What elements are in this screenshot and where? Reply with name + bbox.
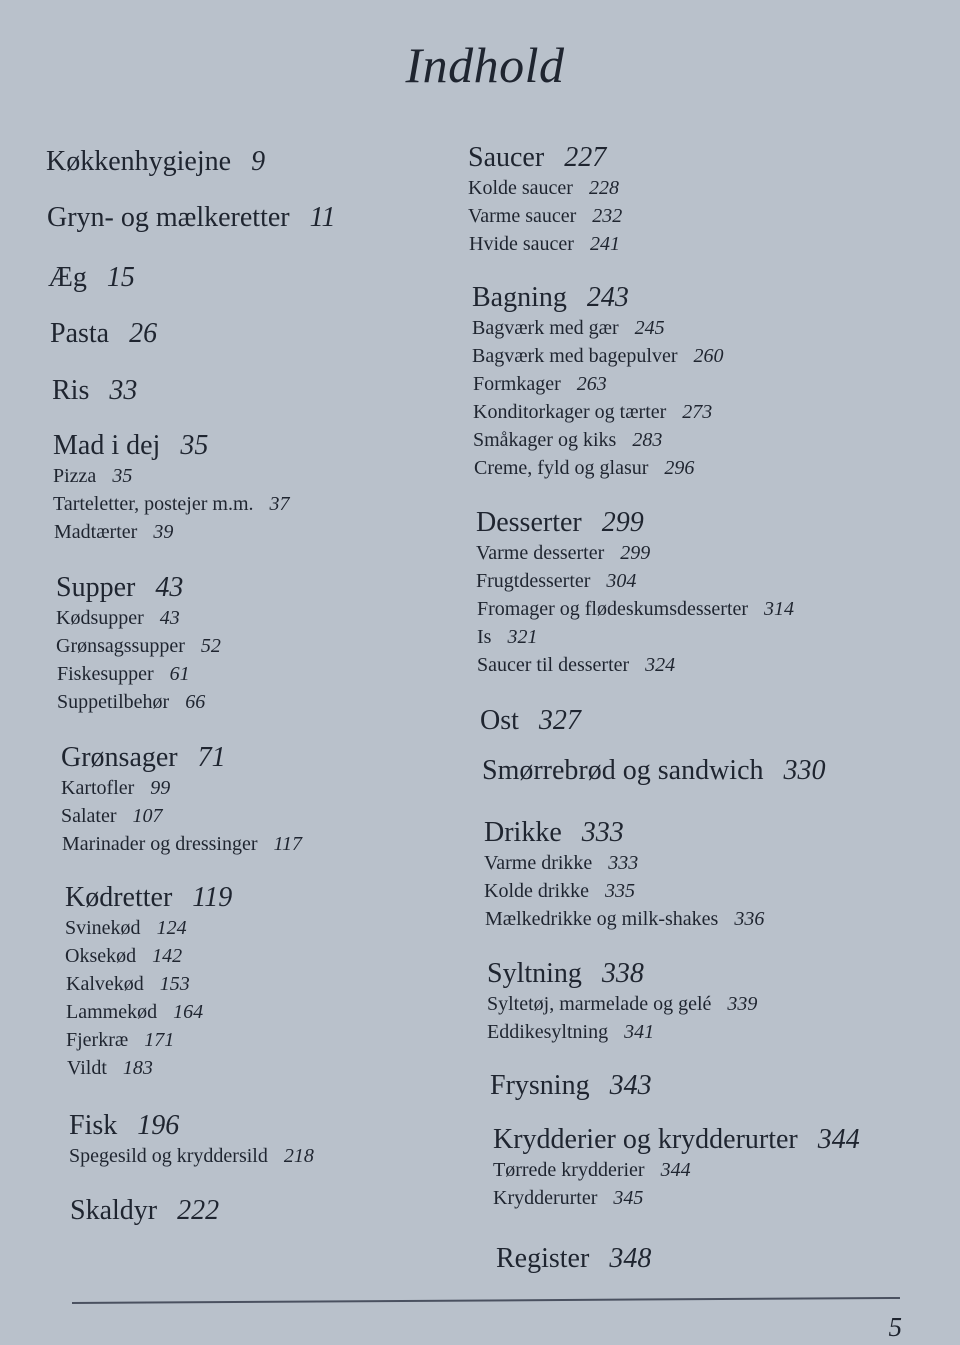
toc-chapter[interactable]: [48, 262, 135, 294]
subentry-label: Eddikesyltning: [487, 1021, 609, 1043]
toc-subentry[interactable]: [53, 490, 290, 518]
toc-chapter[interactable]: [69, 1110, 314, 1142]
toc-chapter[interactable]: [52, 375, 137, 407]
subentry-label: Oksekød: [65, 945, 137, 967]
subentry-label: Salater: [61, 805, 117, 827]
chapter-page: 9: [251, 146, 266, 177]
toc-section: [53, 430, 290, 546]
toc-section: [69, 1110, 314, 1170]
toc-section: [56, 572, 221, 716]
footer-rule: [72, 1297, 900, 1304]
toc-subentry[interactable]: [487, 1018, 757, 1046]
toc-subentry[interactable]: [472, 398, 724, 426]
toc-subentry[interactable]: [472, 426, 724, 454]
subentry-page: 241: [589, 233, 620, 255]
toc-chapter[interactable]: [468, 142, 622, 174]
subentry-label: Vildt: [67, 1057, 107, 1079]
subentry-label: Kødsupper: [56, 607, 144, 629]
toc-subentry[interactable]: [472, 314, 724, 342]
toc-section: [70, 1195, 219, 1227]
chapter-page: 243: [586, 282, 629, 313]
toc-chapter[interactable]: [65, 882, 232, 914]
chapter-page: 330: [783, 755, 826, 786]
subentry-label: Lammekød: [66, 1001, 158, 1023]
toc-chapter[interactable]: [476, 507, 794, 539]
chapter-page: 71: [197, 742, 226, 773]
toc-section: [61, 742, 302, 858]
toc-subentry[interactable]: [476, 651, 794, 679]
toc-section: [482, 755, 826, 787]
toc-subentry[interactable]: [61, 774, 302, 802]
subentry-label: Mælkedrikke og milk-shakes: [485, 908, 719, 930]
subentry-page: 245: [634, 317, 665, 339]
subentry-label: Pizza: [53, 465, 97, 487]
subentry-label: Marinader og dressinger: [62, 833, 258, 855]
subentry-page: 314: [764, 598, 795, 620]
chapter-page: 196: [137, 1110, 180, 1141]
toc-section: [50, 318, 157, 350]
toc-section: [46, 146, 265, 178]
chapter-title: Skaldyr: [70, 1195, 158, 1226]
subentry-page: 345: [613, 1187, 644, 1209]
subentry-page: 35: [112, 465, 133, 487]
chapter-title: Ost: [480, 705, 519, 736]
chapter-title: Krydderier og krydderurter: [493, 1124, 798, 1155]
subentry-page: 66: [185, 691, 206, 713]
subentry-page: 99: [150, 777, 171, 799]
chapter-title: Køkkenhygiejne: [46, 146, 232, 177]
chapter-page: 338: [601, 958, 644, 989]
subentry-label: Grønsagssupper: [56, 635, 185, 657]
subentry-label: Bagværk med gær: [472, 317, 619, 339]
subentry-label: Is: [477, 626, 492, 648]
subentry-label: Varme desserter: [476, 542, 605, 564]
subentry-page: 39: [153, 521, 174, 543]
chapter-page: 299: [601, 507, 644, 538]
subentry-label: Fiskesupper: [57, 663, 154, 685]
chapter-page: 327: [538, 705, 581, 736]
toc-subentry[interactable]: [484, 849, 764, 877]
subentry-page: 260: [693, 345, 724, 367]
toc-subentry[interactable]: [56, 660, 221, 688]
toc-section: [484, 817, 764, 933]
chapter-title: Æg: [48, 262, 87, 293]
chapter-title: Kødretter: [65, 882, 173, 913]
subentry-label: Krydderurter: [493, 1187, 598, 1209]
toc-subentry[interactable]: [476, 595, 794, 623]
toc-subentry[interactable]: [493, 1156, 860, 1184]
toc-subentry[interactable]: [484, 905, 764, 933]
chapter-page: 119: [192, 882, 233, 913]
subentry-label: Varme saucer: [468, 205, 577, 227]
subentry-page: 164: [173, 1001, 204, 1023]
toc-subentry[interactable]: [56, 604, 221, 632]
toc-chapter[interactable]: [490, 1070, 652, 1102]
subentry-page: 336: [734, 908, 765, 930]
toc-chapter[interactable]: [46, 146, 265, 178]
toc-subentry[interactable]: [472, 370, 724, 398]
toc-subentry[interactable]: [53, 518, 290, 546]
chapter-title: Register: [496, 1243, 590, 1274]
subentry-page: 333: [608, 852, 639, 874]
subentry-page: 296: [664, 457, 695, 479]
subentry-label: Småkager og kiks: [473, 429, 617, 451]
subentry-page: 344: [660, 1159, 691, 1181]
page-title: Indhold: [405, 37, 565, 93]
page-number: 5: [888, 1312, 902, 1342]
toc-chapter[interactable]: [61, 742, 302, 774]
toc-chapter[interactable]: [56, 572, 221, 604]
subentry-label: Fromager og flødeskumsdesserter: [477, 598, 749, 620]
toc-subentry[interactable]: [65, 1054, 232, 1082]
toc-chapter[interactable]: [70, 1195, 219, 1227]
subentry-page: 263: [576, 373, 607, 395]
toc-section: [468, 142, 622, 258]
toc-subentry[interactable]: [56, 632, 221, 660]
subentry-label: Kalvekød: [66, 973, 144, 995]
chapter-title: Saucer: [468, 142, 545, 173]
subentry-page: 341: [624, 1021, 655, 1043]
toc-subentry[interactable]: [61, 802, 302, 830]
chapter-title: Frysning: [490, 1070, 590, 1101]
subentry-label: Svinekød: [65, 917, 141, 939]
subentry-label: Formkager: [473, 373, 561, 395]
subentry-label: Saucer til desserter: [477, 654, 630, 676]
chapter-title: Bagning: [472, 282, 567, 313]
subentry-label: Tørrede krydderier: [493, 1159, 645, 1181]
chapter-page: 43: [155, 572, 184, 603]
toc-section: [496, 1243, 651, 1275]
subentry-label: Kolde saucer: [468, 177, 573, 199]
chapter-page: 333: [581, 817, 624, 848]
toc-subentry[interactable]: [468, 202, 622, 230]
toc-section: [65, 882, 232, 1082]
chapter-title: Desserter: [476, 507, 582, 538]
toc-chapter[interactable]: [496, 1243, 651, 1275]
subentry-page: 107: [132, 805, 163, 827]
subentry-page: 321: [507, 626, 538, 648]
subentry-label: Konditorkager og tærter: [473, 401, 667, 423]
toc-subentry[interactable]: [472, 342, 724, 370]
toc-subentry[interactable]: [472, 454, 724, 482]
subentry-page: 339: [727, 993, 758, 1015]
chapter-page: 11: [309, 202, 336, 233]
toc-chapter[interactable]: [47, 202, 336, 234]
subentry-label: Suppetilbehør: [57, 691, 170, 713]
chapter-title: Syltning: [487, 958, 582, 989]
chapter-title: Gryn- og mælkeretter: [47, 202, 290, 233]
subentry-page: 228: [588, 177, 619, 199]
toc-section: [48, 262, 135, 294]
subentry-label: Frugtdesserter: [476, 570, 591, 592]
subentry-label: Tarteletter, postejer m.m.: [53, 493, 254, 515]
subentry-page: 324: [645, 654, 676, 676]
subentry-page: 117: [273, 833, 303, 855]
subentry-page: 273: [682, 401, 713, 423]
subentry-page: 218: [283, 1145, 314, 1167]
chapter-page: 227: [564, 142, 607, 173]
toc-chapter[interactable]: [482, 755, 826, 787]
subentry-page: 183: [122, 1057, 153, 1079]
toc-chapter[interactable]: [472, 282, 724, 314]
subentry-label: Kartofler: [61, 777, 135, 799]
toc-section: [47, 202, 336, 234]
toc-subentry[interactable]: [484, 877, 764, 905]
toc-subentry[interactable]: [476, 567, 794, 595]
chapter-title: Pasta: [50, 318, 110, 349]
subentry-label: Madtærter: [54, 521, 138, 543]
subentry-page: 304: [606, 570, 637, 592]
toc-chapter[interactable]: [50, 318, 157, 350]
chapter-title: Mad i dej: [53, 430, 161, 461]
toc-subentry[interactable]: [65, 914, 232, 942]
toc-section: [476, 507, 794, 679]
chapter-page: 35: [180, 430, 209, 461]
toc-chapter[interactable]: [487, 958, 757, 990]
toc-subentry[interactable]: [468, 230, 622, 258]
toc-subentry[interactable]: [487, 990, 757, 1018]
toc-section: [490, 1070, 652, 1102]
toc-subentry[interactable]: [69, 1142, 314, 1170]
chapter-title: Drikke: [484, 817, 562, 848]
chapter-title: Supper: [56, 572, 136, 603]
subentry-page: 142: [152, 945, 183, 967]
toc-subentry[interactable]: [476, 623, 794, 651]
toc-chapter[interactable]: [480, 705, 581, 737]
subentry-page: 124: [156, 917, 187, 939]
subentry-page: 61: [169, 663, 190, 685]
toc-section: [480, 705, 581, 737]
subentry-label: Bagværk med bagepulver: [472, 345, 678, 367]
toc-subentry[interactable]: [61, 830, 302, 858]
subentry-page: 52: [200, 635, 221, 657]
toc-chapter[interactable]: [493, 1124, 860, 1156]
toc-subentry[interactable]: [56, 688, 221, 716]
toc-chapter[interactable]: [53, 430, 290, 462]
subentry-page: 335: [604, 880, 635, 902]
toc-subentry[interactable]: [468, 174, 622, 202]
toc-subentry[interactable]: [476, 539, 794, 567]
toc-subentry[interactable]: [53, 462, 290, 490]
subentry-page: 37: [269, 493, 290, 515]
toc-section: [52, 375, 137, 407]
subentry-page: 153: [159, 973, 190, 995]
chapter-page: 15: [106, 262, 135, 293]
subentry-label: Syltetøj, marmelade og gelé: [487, 993, 712, 1015]
toc-subentry[interactable]: [65, 970, 232, 998]
toc-section: [487, 958, 757, 1046]
subentry-page: 171: [144, 1029, 175, 1051]
chapter-page: 222: [177, 1195, 220, 1226]
chapter-page: 33: [109, 375, 138, 406]
subentry-label: Kolde drikke: [484, 880, 589, 902]
toc-subentry[interactable]: [65, 1026, 232, 1054]
subentry-page: 283: [632, 429, 663, 451]
subentry-page: 299: [620, 542, 651, 564]
chapter-title: Grønsager: [61, 742, 178, 773]
subentry-label: Fjerkræ: [66, 1029, 129, 1051]
chapter-title: Smørrebrød og sandwich: [482, 755, 764, 786]
subentry-label: Spegesild og kryddersild: [69, 1145, 268, 1167]
chapter-page: 343: [609, 1070, 652, 1101]
toc-subentry[interactable]: [65, 942, 232, 970]
subentry-label: Creme, fyld og glasur: [474, 457, 649, 479]
toc-subentry[interactable]: [65, 998, 232, 1026]
subentry-page: 43: [159, 607, 180, 629]
subentry-label: Hvide saucer: [469, 233, 574, 255]
chapter-page: 26: [129, 318, 158, 349]
chapter-title: Ris: [52, 375, 90, 406]
subentry-label: Varme drikke: [484, 852, 593, 874]
toc-section: [493, 1124, 860, 1212]
chapter-page: 344: [817, 1124, 860, 1155]
chapter-title: Fisk: [69, 1110, 118, 1141]
toc-section: [472, 282, 724, 482]
toc-chapter[interactable]: [484, 817, 764, 849]
toc-subentry[interactable]: [493, 1184, 860, 1212]
chapter-page: 348: [609, 1243, 652, 1274]
subentry-page: 232: [592, 205, 623, 227]
